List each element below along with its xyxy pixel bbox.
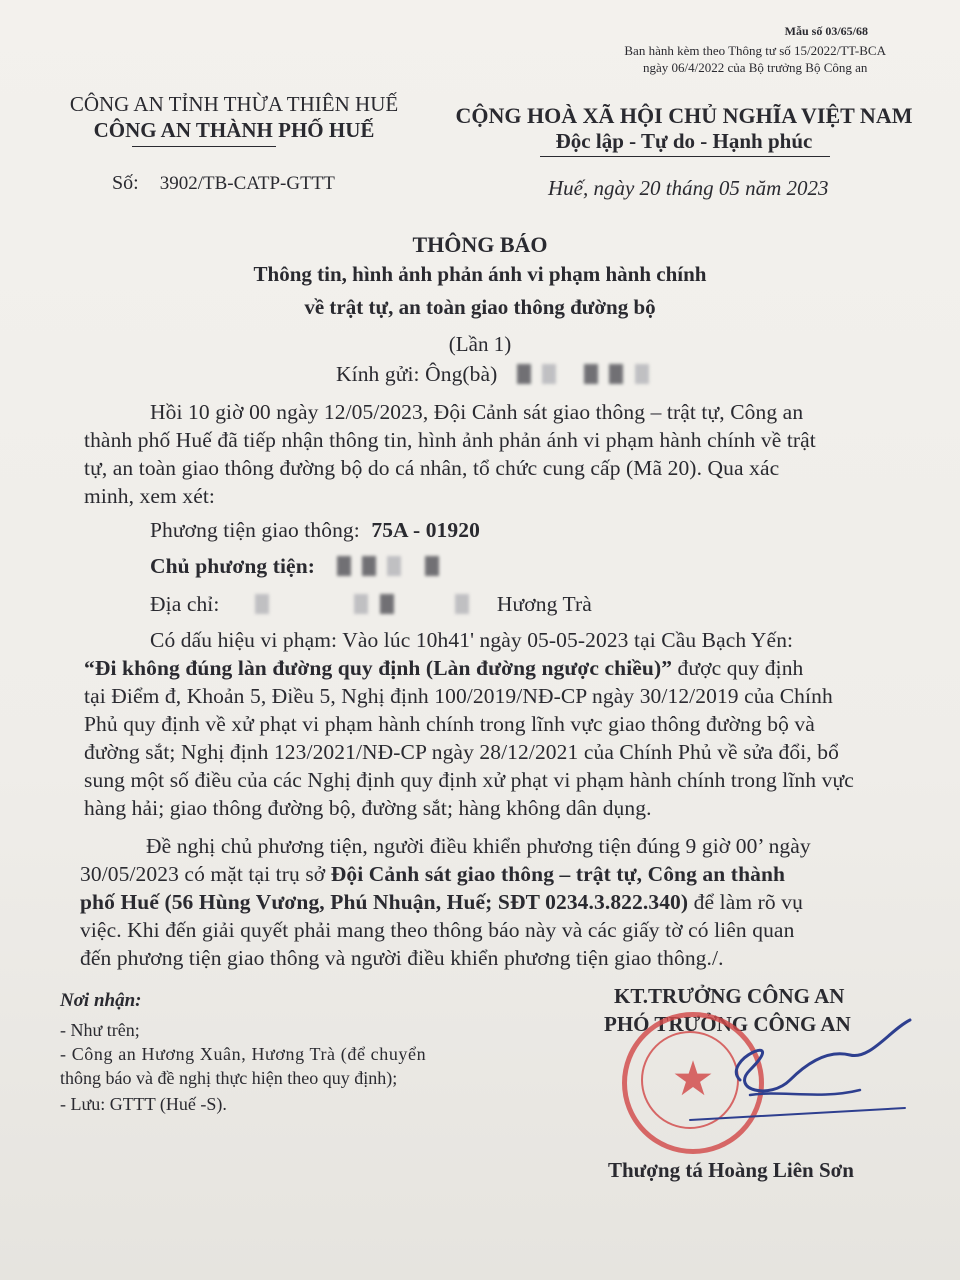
violation-tail: được quy định bbox=[672, 656, 804, 680]
violation-line: sung một số điều của các Nghị định quy định xử phạt vi phạm hành chính trong lĩnh vực bbox=[84, 768, 854, 792]
agency-parent: CÔNG AN TỈNH THỪA THIÊN HUẾ bbox=[69, 92, 399, 116]
request-line: đến phương tiện giao thông và người điều khiển phương tiện giao thông./. bbox=[80, 946, 724, 970]
star-icon: ★ bbox=[671, 1051, 715, 1107]
document-number-label: Số: bbox=[112, 172, 139, 194]
redacted-owner bbox=[387, 556, 401, 576]
redacted-name bbox=[517, 364, 531, 384]
paragraph-line: tự, an toàn giao thông đường bộ do cá nhân, tổ chức cung cấp (Mã 20). Qua xác bbox=[84, 456, 780, 480]
violation-line: đường sắt; Nghị định 123/2021/NĐ-CP ngày 28/12/2021 của Chính Phủ về sửa đổi, bổ bbox=[84, 740, 839, 764]
document-subtitle: Thông tin, hình ảnh phản ánh vi phạm hành chính bbox=[253, 262, 707, 286]
vehicle-owner-line bbox=[150, 554, 439, 579]
redacted-address bbox=[455, 594, 469, 614]
address-tail: Hương Trà bbox=[496, 592, 592, 616]
redacted-address bbox=[354, 594, 368, 614]
document-subtitle: về trật tự, an toàn giao thông đường bộ bbox=[304, 295, 656, 319]
request-line bbox=[80, 890, 803, 915]
vehicle-plate-label: Phương tiện giao thông: bbox=[150, 518, 360, 542]
violation-line: hàng hải; giao thông đường bộ, đường sắt; hàng không dân dụng. bbox=[84, 796, 652, 820]
violation-line: tại Điểm đ, Khoản 5, Điều 5, Nghị định 100/2019/NĐ-CP ngày 30/12/2019 của Chính bbox=[84, 684, 833, 708]
redacted-owner bbox=[425, 556, 439, 576]
form-number: Mẫu số 03/65/68 bbox=[784, 24, 868, 38]
signer-title: KT.TRƯỞNG CÔNG AN bbox=[614, 984, 845, 1008]
nation-name: CỘNG HOÀ XÃ HỘI CHỦ NGHĨA VIỆT NAM bbox=[455, 103, 913, 128]
recipients-item: - Như trên; bbox=[60, 1020, 140, 1040]
request-text: để làm rõ vụ bbox=[688, 890, 803, 914]
violation-line: Phủ quy định về xử phạt vi phạm hành chính trong lĩnh vực giao thông đường bộ và bbox=[84, 712, 815, 736]
redacted-name bbox=[542, 364, 556, 384]
document-number-value: 3902/TB-CATP-GTTT bbox=[159, 173, 335, 194]
recipient-label: Kính gửi: Ông(bà) bbox=[336, 362, 498, 386]
violation-line bbox=[84, 656, 803, 681]
agency-name: CÔNG AN THÀNH PHỐ HUẾ bbox=[93, 118, 375, 142]
violation-line: Có dấu hiệu vi phạm: Vào lúc 10h41' ngày 05-05-2023 tại Cầu Bạch Yến: bbox=[150, 628, 794, 652]
document-number bbox=[112, 172, 335, 195]
request-office: Đội Cảnh sát giao thông – trật tự, Công an thành bbox=[330, 862, 786, 886]
recipients-item: - Công an Hương Xuân, Hương Trà (để chuyển bbox=[60, 1044, 427, 1064]
signer-subtitle: PHÓ TRƯỞNG CÔNG AN bbox=[604, 1012, 851, 1036]
signature bbox=[660, 1010, 920, 1140]
redacted-owner bbox=[337, 556, 351, 576]
document-title: THÔNG BÁO bbox=[412, 232, 548, 257]
recipients-label: Nơi nhận: bbox=[60, 990, 142, 1011]
request-line: việc. Khi đến giải quyết phải mang theo thông báo này và các giấy tờ có liên quan bbox=[80, 918, 795, 942]
vehicle-owner-label: Chủ phương tiện: bbox=[150, 554, 316, 578]
vehicle-plate: 75A - 01920 bbox=[371, 518, 480, 542]
paragraph-line: minh, xem xét: bbox=[84, 484, 215, 508]
vehicle-plate-line bbox=[150, 518, 480, 543]
redacted-owner bbox=[362, 556, 376, 576]
address-label: Địa chỉ: bbox=[150, 592, 220, 616]
signer-name: Thượng tá Hoàng Liên Sơn bbox=[608, 1158, 854, 1182]
recipients-item: thông báo và đề nghị thực hiện theo quy định); bbox=[60, 1068, 398, 1088]
redacted-address bbox=[380, 594, 394, 614]
request-line: Đề nghị chủ phương tiện, người điều khiển phương tiện đúng 9 giờ 00’ ngày bbox=[146, 834, 811, 858]
redacted-name bbox=[635, 364, 649, 384]
request-text: 30/05/2023 có mặt tại trụ sở bbox=[80, 862, 331, 886]
violation-name: “Đi không đúng làn đường quy định (Làn đường ngược chiều)” bbox=[84, 656, 673, 680]
form-reference-line: ngày 06/4/2022 của Bộ trưởng Bộ Công an bbox=[642, 60, 868, 75]
dateline: Huế, ngày 20 tháng 05 năm 2023 bbox=[548, 176, 829, 200]
recipient-line bbox=[336, 362, 649, 387]
nation-motto: Độc lập - Tự do - Hạnh phúc bbox=[555, 129, 813, 153]
request-line bbox=[80, 862, 785, 887]
address-line bbox=[150, 592, 592, 617]
agency-underline bbox=[132, 146, 276, 147]
request-office-address: phố Huế (56 Hùng Vương, Phú Nhuận, Huế; SĐT 0234.3.822.340) bbox=[80, 890, 689, 914]
redacted-name bbox=[584, 364, 598, 384]
redacted-name bbox=[609, 364, 623, 384]
form-reference-line: Ban hành kèm theo Thông tư số 15/2022/TT-BCA bbox=[624, 43, 886, 58]
redacted-address bbox=[255, 594, 269, 614]
occurrence-number: (Lần 1) bbox=[448, 332, 512, 356]
motto-underline bbox=[540, 156, 830, 157]
recipients-item: - Lưu: GTTT (Huế -S). bbox=[60, 1094, 227, 1114]
form-reference bbox=[624, 42, 886, 76]
paragraph-line: Hồi 10 giờ 00 ngày 12/05/2023, Đội Cảnh sát giao thông – trật tự, Công an bbox=[150, 400, 804, 424]
paragraph-line: thành phố Huế đã tiếp nhận thông tin, hình ảnh phản ánh vi phạm hành chính về trật bbox=[84, 428, 816, 452]
